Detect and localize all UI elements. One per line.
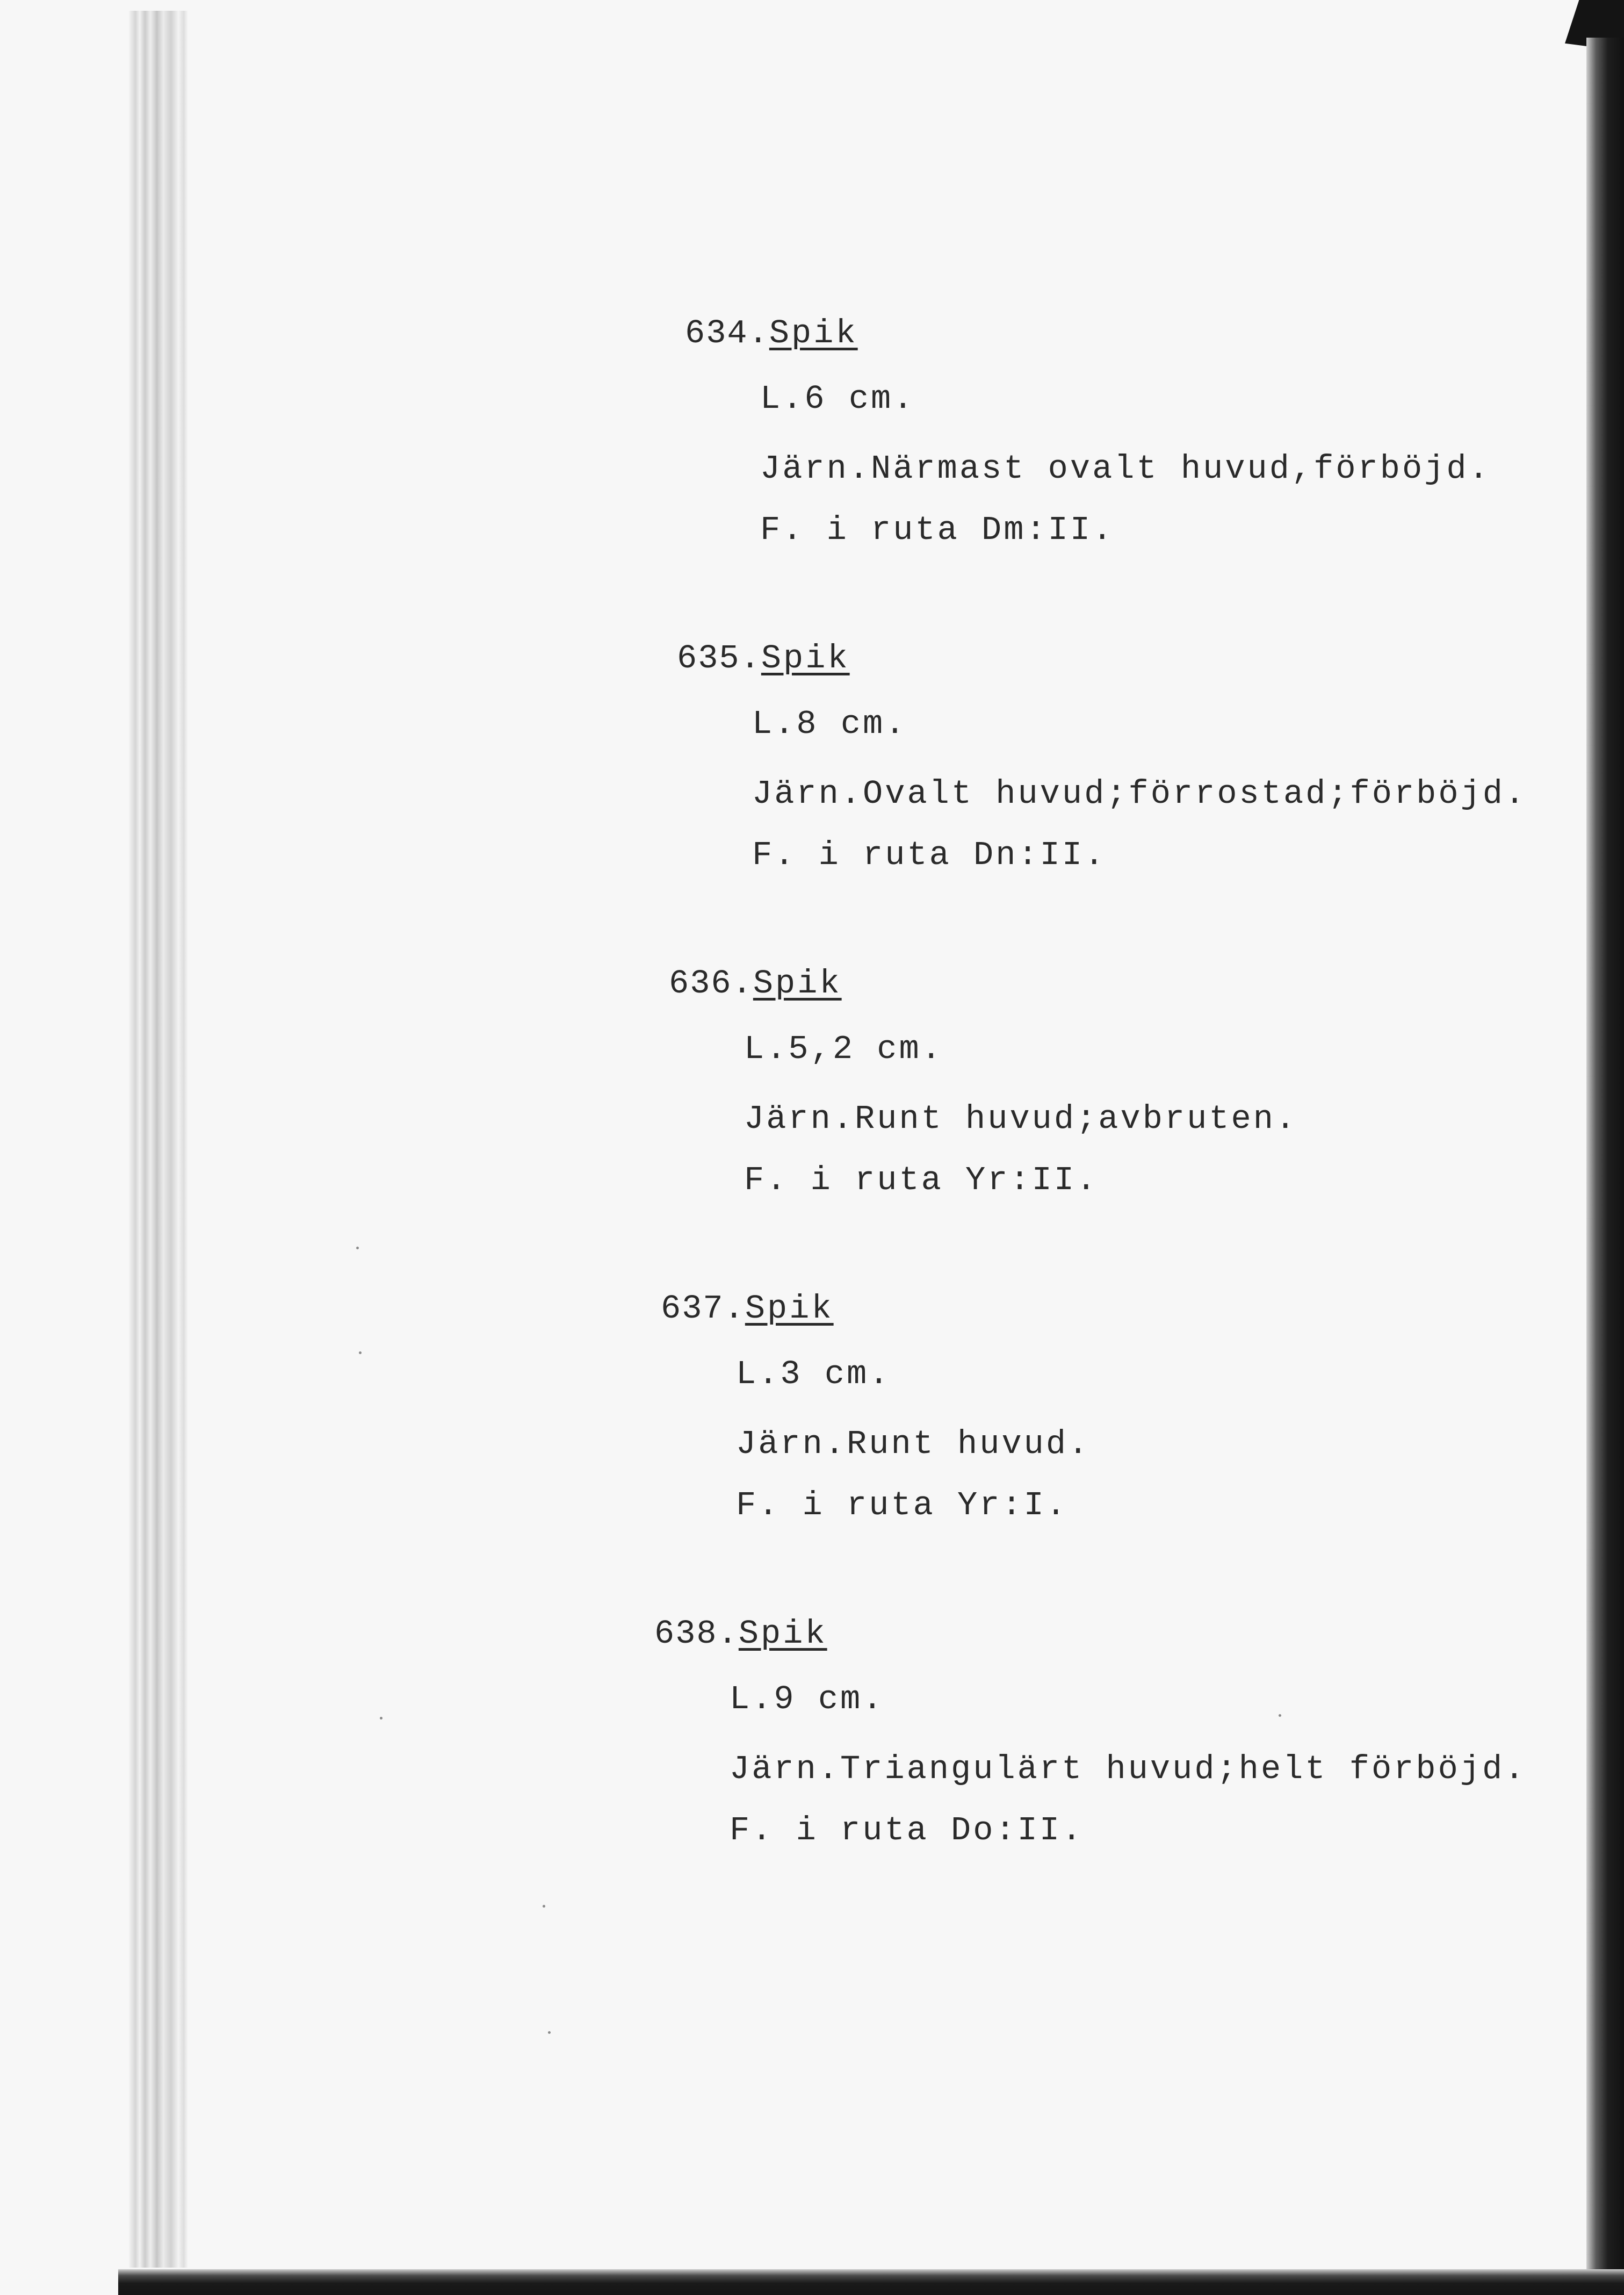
entry-title: Spik [769, 314, 858, 352]
scan-speck [356, 1247, 359, 1249]
entry-find-location: F. i ruta Yr:II. [744, 1161, 1099, 1199]
scan-speck [548, 2031, 551, 2034]
entry-heading [677, 639, 850, 678]
bottom-page-edge [118, 2269, 1624, 2295]
entry-find-location: F. i ruta Do:II. [730, 1811, 1084, 1850]
entry-title: Spik [738, 1615, 827, 1653]
entry-description: Järn.Triangulärt huvud;helt förböjd. [730, 1750, 1527, 1788]
entry-description: Järn.Ovalt huvud;förrostad;förböjd. [752, 775, 1527, 813]
entry-length: L.6 cm. [760, 380, 915, 418]
entry-number: 636. [669, 965, 753, 1003]
entry-length: L.8 cm. [752, 705, 907, 743]
entry-title: Spik [745, 1290, 834, 1328]
right-page-edge [1586, 38, 1624, 2295]
entry-description: Järn.Närmast ovalt huvud,förböjd. [760, 450, 1491, 488]
entry-description: Järn.Runt huvud. [736, 1425, 1091, 1463]
entry-heading [661, 1292, 834, 1326]
entry-heading [685, 314, 858, 352]
entry-number: 638. [654, 1615, 739, 1653]
entry-heading [669, 967, 842, 1001]
entry-length: L.9 cm. [730, 1680, 885, 1718]
entry-number: 634. [685, 314, 769, 352]
scan-speck [380, 1717, 382, 1720]
entry-number: 637. [661, 1290, 745, 1328]
entry-title: Spik [753, 965, 842, 1003]
entry-find-location: F. i ruta Dm:II. [760, 511, 1115, 549]
entry-length: L.5,2 cm. [744, 1030, 943, 1068]
book-binding-edge [129, 11, 188, 2268]
entry-length: L.3 cm. [736, 1355, 891, 1393]
entry-find-location: F. i ruta Dn:II. [752, 836, 1107, 874]
scan-speck [543, 1905, 545, 1908]
entry-heading [654, 1617, 827, 1651]
entry-number: 635. [677, 639, 761, 678]
scan-speck [359, 1351, 362, 1354]
scan-speck [1279, 1714, 1281, 1717]
entry-description: Järn.Runt huvud;avbruten. [744, 1100, 1298, 1138]
entry-title: Spik [761, 639, 850, 678]
entry-find-location: F. i ruta Yr:I. [736, 1486, 1069, 1524]
